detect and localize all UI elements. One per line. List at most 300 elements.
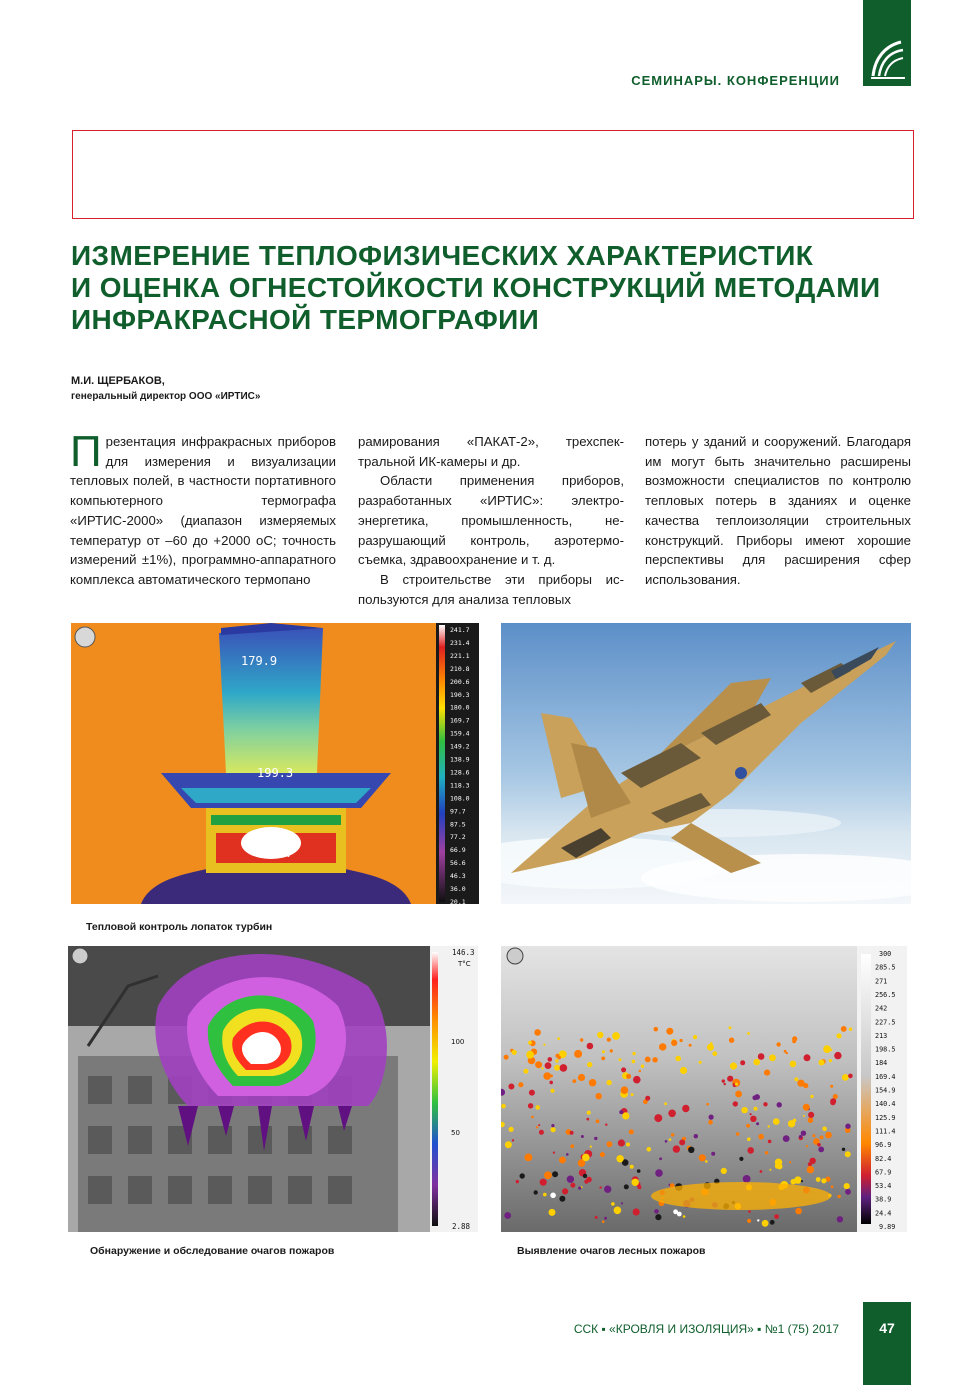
fire-spot: [559, 1196, 565, 1202]
paragraph: Области применения приборов, разработанных «ИРТИС»: электроэнергетика, промышленность, неразрушающий контроль, аэротермосъемка, здравоохранение и т. д.: [358, 473, 624, 568]
fire-spot: [619, 1110, 623, 1114]
scale-tick-label: 77.2: [450, 833, 466, 842]
fire-spot: [549, 1175, 551, 1177]
scale-tick-label: 82.4: [875, 1154, 892, 1163]
fire-spot: [551, 1127, 556, 1132]
fire-spot: [525, 1154, 533, 1162]
fire-spot: [555, 1059, 558, 1062]
header-tab: [863, 0, 911, 86]
fire-spot: [694, 1134, 698, 1138]
fire-spot: [590, 1146, 592, 1148]
fire-spot: [735, 1091, 742, 1098]
fire-spot: [551, 1089, 555, 1093]
scale-tick-label: 154.9: [875, 1086, 896, 1095]
fire-spot: [654, 1027, 659, 1032]
fire-spot: [741, 1107, 747, 1113]
fire-spot: [587, 1043, 594, 1050]
fire-spot: [529, 1090, 535, 1096]
fire-spot: [549, 1081, 553, 1085]
section-label: СЕМИНАРЫ. КОНФЕРЕНЦИИ: [631, 73, 840, 88]
fire-spot: [688, 1147, 694, 1153]
scale-tick-label: 169.4: [875, 1072, 896, 1081]
scale-tick-label: 97.7: [450, 807, 466, 816]
fire-spot: [789, 1161, 791, 1163]
fire-spot: [816, 1177, 821, 1182]
fire-spot: [689, 1044, 692, 1047]
scale-tick-label: 285.5: [875, 963, 896, 972]
building-thermogram: [68, 946, 478, 1232]
fire-spot: [630, 1165, 634, 1169]
scale-tick-label: 256.5: [875, 990, 896, 999]
fire-spot: [562, 1188, 568, 1194]
fire-spot: [543, 1072, 551, 1080]
fire-spot: [808, 1117, 814, 1123]
fire-spot: [836, 1033, 841, 1038]
fire-spot: [746, 1124, 750, 1128]
fire-spot: [830, 1100, 835, 1105]
title-line: ИЗМЕРЕНИЕ ТЕПЛОФИЗИЧЕСКИХ ХАРАКТЕРИСТИК: [71, 240, 814, 271]
fire-spot: [758, 1134, 764, 1140]
author-name: М.И. ЩЕРБАКОВ,: [71, 375, 165, 387]
fire-spot: [586, 1118, 589, 1121]
fire-spot: [743, 1175, 751, 1183]
fire-spot: [531, 1116, 534, 1119]
title-line: И ОЦЕНКА ОГНЕСТОЙКОСТИ КОНСТРУКЦИЙ МЕТОДАМИ: [71, 272, 881, 303]
scale-tick-label: 213: [875, 1031, 888, 1040]
fire-spot: [810, 1095, 813, 1098]
text-column-1: [70, 427, 336, 590]
fire-spot: [516, 1180, 519, 1183]
fire-spot: [795, 1208, 802, 1215]
fire-spot: [512, 1050, 517, 1055]
fire-spot: [602, 1050, 605, 1053]
fire-spot: [534, 1029, 541, 1036]
fire-spot: [730, 1062, 737, 1069]
fire-spot: [768, 1125, 770, 1127]
reading-label: 199.3: [257, 766, 294, 780]
scale-tick-label: 190.3: [450, 690, 470, 699]
fire-spot: [528, 1103, 533, 1108]
scale-tick-label: 138.9: [450, 755, 470, 764]
fire-spot: [664, 1102, 667, 1105]
scale-tick-label: 242: [875, 1004, 888, 1013]
fire-spot: [600, 1152, 605, 1157]
fire-spot: [536, 1105, 540, 1109]
fire-spot: [740, 1060, 745, 1065]
fire-spot: [806, 1145, 808, 1147]
fire-spot: [572, 1079, 576, 1083]
fire-spot: [528, 1041, 532, 1045]
fire-spot: [801, 1180, 803, 1182]
fire-spot: [632, 1052, 635, 1055]
figure-caption: Обнаружение и обследование очагов пожаров: [90, 1245, 335, 1257]
fire-spot: [619, 1058, 622, 1061]
fire-spot: [775, 1159, 782, 1166]
scale-min-label: 2.88: [452, 1222, 471, 1231]
fire-spot: [837, 1216, 843, 1222]
fire-spot: [849, 1028, 852, 1031]
fire-spot: [747, 1032, 750, 1035]
fire-spot: [842, 1148, 845, 1151]
fire-spot: [722, 1079, 725, 1082]
author-block: [71, 373, 260, 405]
fire-spot: [504, 1055, 509, 1060]
scale-tick-label: 140.4: [875, 1100, 896, 1109]
fire-spot: [750, 1116, 756, 1122]
fire-spot: [769, 1054, 776, 1061]
fire-spot: [602, 1220, 605, 1223]
fire-spot: [559, 1157, 566, 1164]
fire-spot: [733, 1101, 738, 1106]
fire-spot: [822, 1127, 827, 1132]
fire-spot: [612, 1032, 620, 1040]
fire-spot: [721, 1168, 727, 1174]
fire-spot: [637, 1169, 641, 1173]
fire-spot: [604, 1186, 611, 1193]
fire-spot: [618, 1139, 625, 1146]
fire-spot: [817, 1143, 821, 1147]
fire-spot: [848, 1074, 853, 1079]
fire-spot: [599, 1186, 601, 1188]
fire-spot: [538, 1124, 540, 1126]
scale-tick-label: 180.0: [450, 703, 470, 712]
fire-spot: [654, 1209, 659, 1214]
fire-spot: [750, 1113, 752, 1115]
fire-spot: [629, 1129, 634, 1134]
fire-spot: [818, 1147, 824, 1153]
fire-spot: [554, 1065, 560, 1071]
scale-tick-label: 159.4: [450, 729, 470, 738]
scale-tick-label: 198.5: [875, 1045, 896, 1054]
scale-tick-label: 66.9: [450, 846, 466, 855]
fire-spot: [747, 1137, 751, 1141]
fire-spot: [596, 1093, 602, 1099]
reading-label: 226.7: [257, 846, 294, 860]
fire-spot: [834, 1052, 841, 1059]
scale-tick-label: 221.1: [450, 651, 470, 660]
scale-tick-label: 67.9: [875, 1168, 892, 1177]
fire-spot: [654, 1114, 662, 1122]
fire-spot: [578, 1187, 581, 1190]
fire-spot: [735, 1083, 738, 1086]
fire-spot: [604, 1217, 607, 1220]
forest-thermogram: [501, 946, 907, 1232]
fire-spot: [803, 1115, 805, 1117]
scale-tick-label: 108.0: [450, 794, 470, 803]
fire-spot: [708, 1120, 713, 1125]
fire-spot: [808, 1112, 814, 1118]
fire-spot: [699, 1154, 706, 1161]
scale-tick-label: 271: [875, 977, 888, 986]
fire-spot: [830, 1085, 833, 1088]
fire-spot: [812, 1134, 815, 1137]
fire-spot: [784, 1050, 787, 1053]
fire-spot: [790, 1061, 797, 1068]
fire-spot: [652, 1057, 657, 1062]
fire-spot: [763, 1102, 767, 1106]
fire-spot: [518, 1082, 523, 1087]
fire-spot: [757, 1219, 759, 1221]
fire-spot: [753, 1059, 760, 1066]
fire-spot: [594, 1137, 597, 1140]
scale-tick-label: 56.6: [450, 859, 466, 868]
fire-spot: [758, 1053, 765, 1060]
fire-spot: [597, 1032, 603, 1038]
fire-spot: [621, 1086, 629, 1094]
fire-spot: [774, 1214, 779, 1219]
fire-spot: [666, 1028, 673, 1035]
fire-spot: [693, 1035, 697, 1039]
fire-spot: [807, 1166, 814, 1173]
scale-tick-label: 20.1: [450, 898, 466, 904]
fire-spot: [541, 1067, 543, 1069]
fire-spot: [526, 1051, 534, 1059]
fire-spot: [520, 1173, 525, 1178]
fire-spot: [769, 1169, 771, 1171]
fire-spot: [794, 1077, 798, 1081]
fire-spot: [699, 1061, 702, 1064]
fire-spot: [680, 1067, 687, 1074]
fire-spot: [709, 1115, 714, 1120]
fire-spot: [675, 1056, 681, 1062]
fire-spot: [845, 1151, 851, 1157]
fire-spot: [747, 1219, 751, 1223]
fire-spot: [539, 1130, 544, 1135]
fire-spot: [679, 1139, 685, 1145]
fire-spot: [637, 1185, 641, 1189]
fire-spot: [756, 1122, 759, 1125]
fire-spot: [844, 1183, 850, 1189]
paragraph: рамирования «ПАКАТ-2», трехспектральной ИК-камеры и др.: [358, 434, 624, 469]
fire-spot: [632, 1179, 639, 1186]
scale-tick-label: 300: [879, 950, 892, 958]
fire-spot: [580, 1038, 583, 1041]
fire-spot: [595, 1216, 598, 1219]
fire-spot: [534, 1190, 538, 1194]
fire-spot: [727, 1076, 733, 1082]
fire-spot: [551, 1124, 554, 1127]
fire-spot: [711, 1152, 715, 1156]
fire-spot: [712, 1051, 717, 1056]
fire-spot: [536, 1126, 538, 1128]
fire-spot: [682, 1105, 689, 1112]
fire-spot: [616, 1155, 623, 1162]
scale-max-label: 146.3: [452, 948, 475, 957]
fire-spot: [641, 1065, 644, 1068]
fire-spot: [783, 1135, 790, 1142]
fire-spot: [607, 1038, 611, 1042]
fire-spot: [837, 1195, 840, 1198]
turbine-thermogram: [71, 623, 479, 904]
figure-caption: Тепловой контроль лопаток турбин: [86, 921, 273, 933]
fire-spot: [683, 1215, 686, 1218]
fire-spot: [606, 1080, 611, 1085]
fire-spot: [762, 1220, 769, 1227]
fire-spot: [724, 1083, 726, 1085]
fire-spot: [560, 1064, 568, 1072]
fire-spot: [567, 1176, 574, 1183]
fire-spot: [792, 1040, 796, 1044]
scale-tick-label: 231.4: [450, 638, 470, 647]
scale-tick-label: 46.3: [450, 872, 466, 881]
fire-spot: [659, 1043, 666, 1050]
fire-spot: [566, 1153, 569, 1156]
fire-spot: [645, 1057, 651, 1063]
ad-frame: [72, 130, 914, 219]
fire-spot: [821, 1178, 826, 1183]
fire-spot: [797, 1080, 804, 1087]
fire-spot: [626, 1074, 631, 1079]
fire-spot: [545, 1062, 552, 1069]
fire-spot: [673, 1145, 680, 1152]
scale-tick-label: 128.6: [450, 768, 470, 777]
fire-spot: [819, 1060, 825, 1066]
fire-spot: [583, 1174, 587, 1178]
fire-spot: [671, 1040, 677, 1046]
fire-spot: [645, 1096, 650, 1101]
fire-hotband: [651, 1182, 831, 1210]
fire-spot: [570, 1144, 574, 1148]
paragraph: В строительстве эти приборы используются для анализа тепловых: [358, 571, 624, 607]
fire-spot: [631, 1093, 634, 1096]
fire-spot: [777, 1102, 782, 1107]
fire-spot: [752, 1095, 757, 1100]
fire-spot: [610, 1049, 613, 1052]
dropcap: П: [70, 427, 102, 476]
fire-spot: [768, 1140, 772, 1144]
scale-tick-label: 149.2: [450, 742, 470, 751]
fire-spot: [801, 1131, 806, 1136]
fire-spot: [825, 1132, 832, 1139]
fire-spot: [556, 1054, 560, 1058]
fire-spot: [754, 1107, 758, 1111]
fire-spot: [505, 1141, 512, 1148]
scale-tick-label: 118.3: [450, 781, 470, 790]
fire-spot: [564, 1052, 567, 1055]
fire-spot: [548, 1057, 553, 1062]
scale-tick-label: 184: [875, 1059, 888, 1068]
scale-tick-label: 96.9: [875, 1141, 892, 1150]
scale-tick-label: 100: [451, 1038, 465, 1046]
fire-spot: [607, 1141, 613, 1147]
fire-spot: [770, 1220, 775, 1225]
fire-spot: [705, 1160, 708, 1163]
scale-tick-label: 36.0: [450, 885, 466, 894]
figure-caption: Выявление очагов лесных пожаров: [517, 1245, 706, 1257]
fire-spot: [587, 1111, 591, 1115]
fire-spot: [776, 1042, 780, 1046]
scale-tick-label: 53.4: [875, 1182, 892, 1191]
fire-spot: [845, 1124, 850, 1129]
fire-spot: [804, 1054, 811, 1061]
fire-spot: [570, 1131, 574, 1135]
fire-spot: [626, 1143, 630, 1147]
fire-spot: [665, 1140, 668, 1143]
fire-spot: [829, 1059, 832, 1062]
fire-spot: [764, 1070, 770, 1076]
fire-spot: [549, 1209, 556, 1216]
fire-spot: [570, 1183, 575, 1188]
fire-spot: [535, 1061, 542, 1068]
fire-spot: [671, 1133, 674, 1136]
fire-spot: [842, 1074, 849, 1081]
fire-spot: [788, 1120, 795, 1127]
fire-spot: [633, 1208, 640, 1215]
fire-spot: [550, 1193, 556, 1199]
fire-spot: [841, 1026, 847, 1032]
journal-footer: ССК ▪ «КРОВЛЯ И ИЗОЛЯЦИЯ» ▪ №1 (75) 2017: [573, 1322, 839, 1336]
leaf-swoosh-logo-icon: [867, 36, 907, 80]
fire-spot: [729, 1038, 734, 1043]
fire-spot: [540, 1179, 547, 1186]
article-title: [71, 240, 921, 336]
title-line: ИНФРАКРАСНОЙ ТЕРМОГРАФИИ: [71, 304, 540, 335]
fire-spot: [791, 1179, 797, 1185]
text-column-3: [645, 432, 911, 590]
paragraph: потерь у зданий и сооружений. Благодаря им могут быть значительно расширены возможности специалистов по контролю тепловых потерь в зданиях и оценке качества теплоизоляции строительных конструкций. Приборы имеют хорошие перспективы для расширения сфер использования.: [645, 434, 911, 587]
fire-spot: [633, 1076, 641, 1084]
fire-spot: [621, 1067, 626, 1072]
fire-spot: [605, 1124, 607, 1126]
fire-spot: [655, 1169, 663, 1177]
fire-spot: [668, 1110, 676, 1118]
paragraph: [70, 427, 336, 590]
fire-spot: [833, 1094, 838, 1099]
fire-spot: [748, 1210, 751, 1213]
fire-spot: [729, 1026, 732, 1029]
fire-spot: [831, 1185, 834, 1188]
scale-tick-label: 241.7: [450, 626, 470, 634]
fire-spot: [799, 1135, 802, 1138]
scale-tick-label: 24.4: [875, 1209, 892, 1218]
fire-spot: [512, 1139, 514, 1141]
aircraft-photo: [501, 623, 911, 904]
fire-spot: [659, 1157, 662, 1160]
fire-spot: [523, 1069, 528, 1074]
fire-spot: [739, 1157, 743, 1161]
fire-spot: [632, 1060, 636, 1064]
fire-spot: [508, 1084, 514, 1090]
fire-spot: [669, 1138, 672, 1141]
fire-spot: [574, 1050, 582, 1058]
fire-spot: [622, 1112, 629, 1119]
fire-spot: [611, 1202, 615, 1206]
fire-spot: [589, 1079, 596, 1086]
scale-tick-label: 9.89: [879, 1223, 896, 1231]
scale-tick-label: 87.5: [450, 820, 466, 829]
fire-spot: [747, 1147, 754, 1154]
fire-spot: [543, 1193, 547, 1197]
scale-tick-label: 210.8: [450, 664, 470, 673]
fire-spot: [601, 1057, 605, 1061]
paragraph-text: резентация инфракрасных приборов для измерения и визуализации тепловых полей, в частности портативного компьютерного термографа «ИРТИС-2000» (диапазон измеряемых температур от –60 до +2000 оС; точность измерений ±1%), программно-аппаратного комплекса автоматического термопано: [70, 434, 336, 587]
fire-spot: [655, 1214, 661, 1220]
fire-spot: [639, 1070, 641, 1072]
fire-spot: [677, 1212, 682, 1217]
fire-spot: [543, 1044, 545, 1046]
fire-spot: [810, 1158, 816, 1164]
fire-spot: [707, 1044, 714, 1051]
fire-spot: [596, 1119, 600, 1123]
fire-spot: [504, 1212, 511, 1219]
fire-spot: [501, 1104, 506, 1109]
fire-spot: [587, 1062, 592, 1067]
fire-spot: [820, 1136, 824, 1140]
text-column-2: [358, 432, 624, 609]
reading-label: 179.9: [241, 654, 278, 668]
fire-spot: [736, 1132, 739, 1135]
fire-spot: [509, 1127, 514, 1132]
